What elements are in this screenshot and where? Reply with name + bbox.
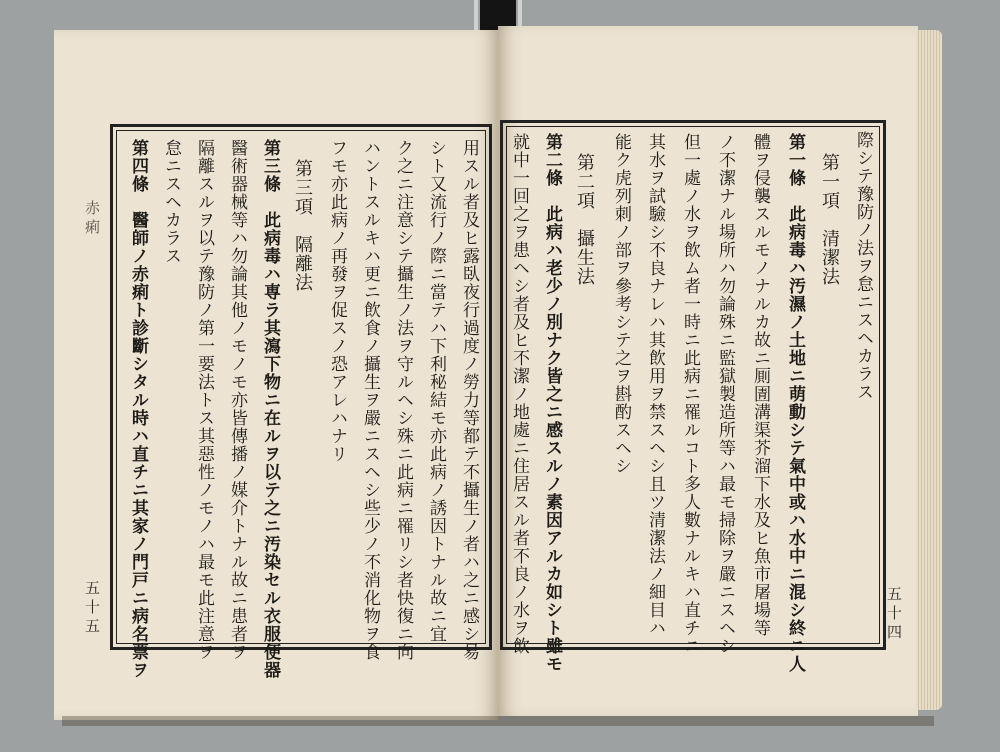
page-edges: [916, 30, 942, 710]
text-column: ハントスルキハ更ニ飲食ノ攝生ヲ嚴ニスヘシ些少ノ不消化物ヲ食: [360, 139, 380, 661]
text-column: 醫術器械等ハ勿論其他ノモノモ亦皆傳播ノ媒介トナル故ニ患者ヲ: [227, 139, 247, 661]
text-column: 際シテ豫防ノ法ヲ怠ニスヘカラス: [853, 131, 873, 401]
text-column: 就中一回之ヲ患ヘシ者及ヒ不潔ノ地處ニ住居スル者不良ノ水ヲ飲: [509, 133, 529, 655]
text-column: 第一條 此病毒ハ汚濕ノ土地ニ萌動シテ氣中或ハ水中ニ混シ終ニ人: [785, 133, 805, 673]
page-number-left: 五十五: [83, 580, 101, 637]
running-head: 赤痢: [83, 200, 101, 238]
section-heading: 第三項 隔離法: [292, 159, 313, 292]
left-text-frame: [110, 124, 492, 679]
book-shadow: [62, 716, 934, 726]
text-column: シト又流行ノ際ニ當テハ下利秘結モ亦此病ノ誘因トナル故ニ宜: [426, 139, 446, 643]
text-column: ク之ニ注意シテ攝生ノ法ヲ守ルヘシ殊ニ此病ニ罹リシ者快復ニ向: [393, 139, 413, 661]
text-column: 能ク虎列刺ノ部ヲ參考シテ之ヲ斟酌スヘシ: [611, 133, 631, 475]
text-column: 第四條 醫師ノ赤痢ト診斷シタル時ハ直チニ其家ノ門戸ニ病名票ヲ: [128, 139, 148, 679]
text-column: 隔離スルヲ以テ豫防ノ第一要法トス其惡性ノモノハ最モ此注意ヲ: [194, 139, 214, 661]
right-text-frame: [500, 120, 886, 673]
text-column: 體ヲ侵襲スルモノナルカ故ニ厠圊溝渠芥溜下水及ヒ魚市屠場等: [750, 133, 770, 637]
text-column: 用スル者及ヒ露臥夜行過度ノ勞力等都テ不攝生ノ者ハ之ニ感シ易: [459, 139, 479, 661]
text-column: 其水ヲ試驗シ不良ナレハ其飲用ヲ禁スヘシ且ツ清潔法ノ細目ハ: [645, 133, 665, 637]
text-column: ノ不潔ナル場所ハ勿論殊ニ監獄製造所等ハ最モ掃除ヲ嚴ニスヘシ: [715, 133, 735, 655]
section-heading: 第一項 清潔法: [819, 153, 840, 286]
section-heading: 第二項 攝生法: [574, 153, 595, 286]
text-column: 第三條 此病毒ハ専ラ其瀉下物ニ在ルヲ以テ之ニ汚染セル衣服便器: [260, 139, 280, 679]
text-column: 但一處ノ水ヲ飲ム者一時ニ此病ニ罹ルコト多人數ナルキハ直チニ: [680, 133, 700, 655]
text-column: 第二條 此病ハ老少ノ別ナク皆之ニ感スルノ素因アルカ如シト雖モ: [542, 133, 562, 673]
page-number-right: 五十四: [885, 586, 903, 643]
text-column: 怠ニスヘカラス: [161, 139, 181, 265]
text-column: フモ亦此病ノ再發ヲ促スノ恐アレハナリ: [327, 139, 347, 463]
